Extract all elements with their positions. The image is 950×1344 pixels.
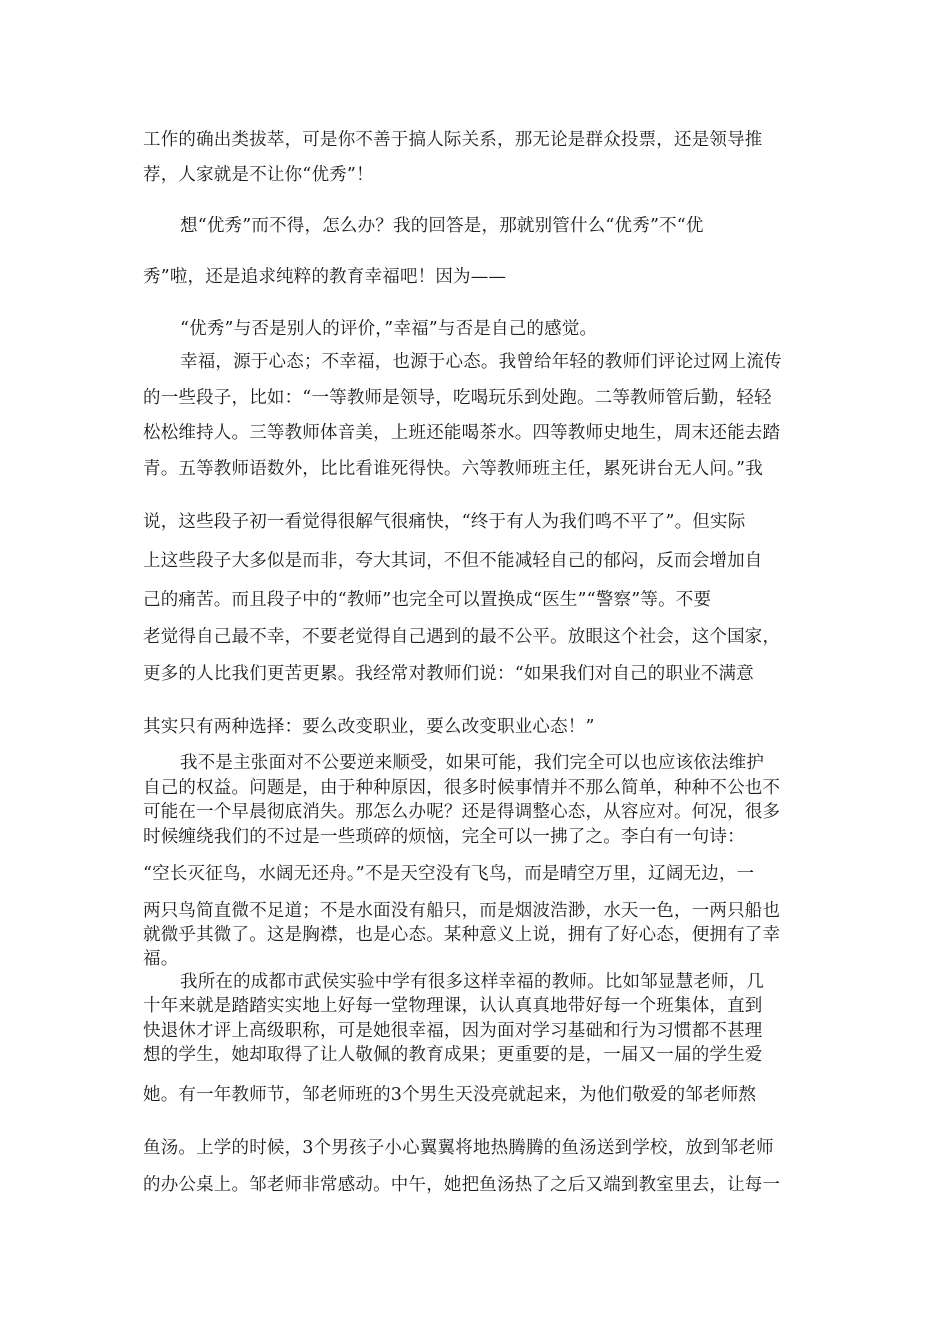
text-line: 工作的确出类拔萃，可是你不善于搞人际关系，那无论是群众投票，还是领导推 [143, 130, 763, 150]
text-line: 自己的权益。问题是，由于种种原因，很多时候事情并不那么简单，种种不公也不 [143, 778, 781, 798]
text-line: “空长灭征鸟，水阔无还舟。”不是天空没有飞鸟，而是晴空万里，辽阔无边，一 [143, 864, 755, 884]
text-line: 福。 [143, 949, 179, 969]
text-line: 的一些段子，比如：“一等教师是领导，吃喝玩乐到处跑。二等教师管后勤，轻轻 [143, 388, 772, 408]
text-line: 更多的人比我们更苦更累。我经常对教师们说：“如果我们对自己的职业不满意 [143, 664, 754, 684]
text-line: 她。有一年教师节，邹老师班的3个男生天没亮就起来，为他们敬爱的邹老师熬 [143, 1085, 757, 1105]
text-line: 幸福，源于心态；不幸福，也源于心态。我曾给年轻的教师们评论过网上流传 [180, 352, 782, 372]
text-line: 上这些段子大多似是而非，夸大其词，不但不能减轻自己的郁闷，反而会增加自 [143, 551, 763, 571]
text-line: 秀”啦，还是追求纯粹的教育幸福吧！因为—— [143, 267, 507, 287]
text-line: 其实只有两种选择：要么改变职业，要么改变职业心态！” [143, 717, 595, 737]
text-line: 松松维持人。三等教师体音美，上班还能喝茶水。四等教师史地生，周末还能去踏 [143, 423, 781, 443]
text-line: 老觉得自己最不幸，不要老觉得自己遇到的最不公平。放眼这个社会，这个国家， [143, 627, 781, 647]
text-line: 两只鸟简直微不足道；不是水面没有船只，而是烟波浩渺，水天一色，一两只船也 [143, 901, 781, 921]
text-line: 可能在一个早晨彻底消失。那怎么办呢？还是得调整心态，从容应对。何况，很多 [143, 802, 781, 822]
text-line: 我所在的成都市武侯实验中学有很多这样幸福的教师。比如邹显慧老师，几 [180, 972, 765, 992]
text-line: 说，这些段子初一看觉得很解气很痛快，“终于有人为我们鸣不平了”。但实际 [143, 512, 746, 532]
text-line: 鱼汤。上学的时候，3个男孩子小心翼翼将地热腾腾的鱼汤送到学校，放到邹老师 [143, 1138, 774, 1158]
text-line: 想的学生，她却取得了让人敬佩的教育成果；更重要的是，一届又一届的学生爱 [143, 1045, 763, 1065]
text-line: 的办公桌上。邹老师非常感动。中午，她把鱼汤热了之后又端到教室里去，让每一 [143, 1175, 781, 1195]
text-line: 快退休才评上高级职称，可是她很幸福，因为面对学习基础和行为习惯都不甚理 [143, 1021, 763, 1041]
text-line: 就微乎其微了。这是胸襟，也是心态。某种意义上说，拥有了好心态，便拥有了幸 [143, 925, 781, 945]
text-line: “优秀”与否是别人的评价，”幸福”与否是自己的感觉。 [180, 319, 598, 339]
text-line: 我不是主张面对不公要逆来顺受，如果可能，我们完全可以也应该依法维护 [180, 753, 765, 773]
text-line: 十年来就是踏踏实实地上好每一堂物理课，认认真真地带好每一个班集体，直到 [143, 996, 763, 1016]
text-line: 时候缠绕我们的不过是一些琐碎的烦恼，完全可以一拂了之。李白有一句诗： [143, 827, 745, 847]
text-line: 想“优秀”而不得，怎么办？我的回答是，那就别管什么“优秀”不“优 [180, 216, 704, 236]
text-line: 己的痛苦。而且段子中的“教师”也完全可以置换成“医生”“警察”等。不要 [143, 590, 712, 610]
text-line: 荐，人家就是不让你“优秀”！ [143, 165, 374, 185]
text-line: 青。五等教师语数外，比比看谁死得快。六等教师班主任，累死讲台无人问。”我 [143, 459, 763, 479]
